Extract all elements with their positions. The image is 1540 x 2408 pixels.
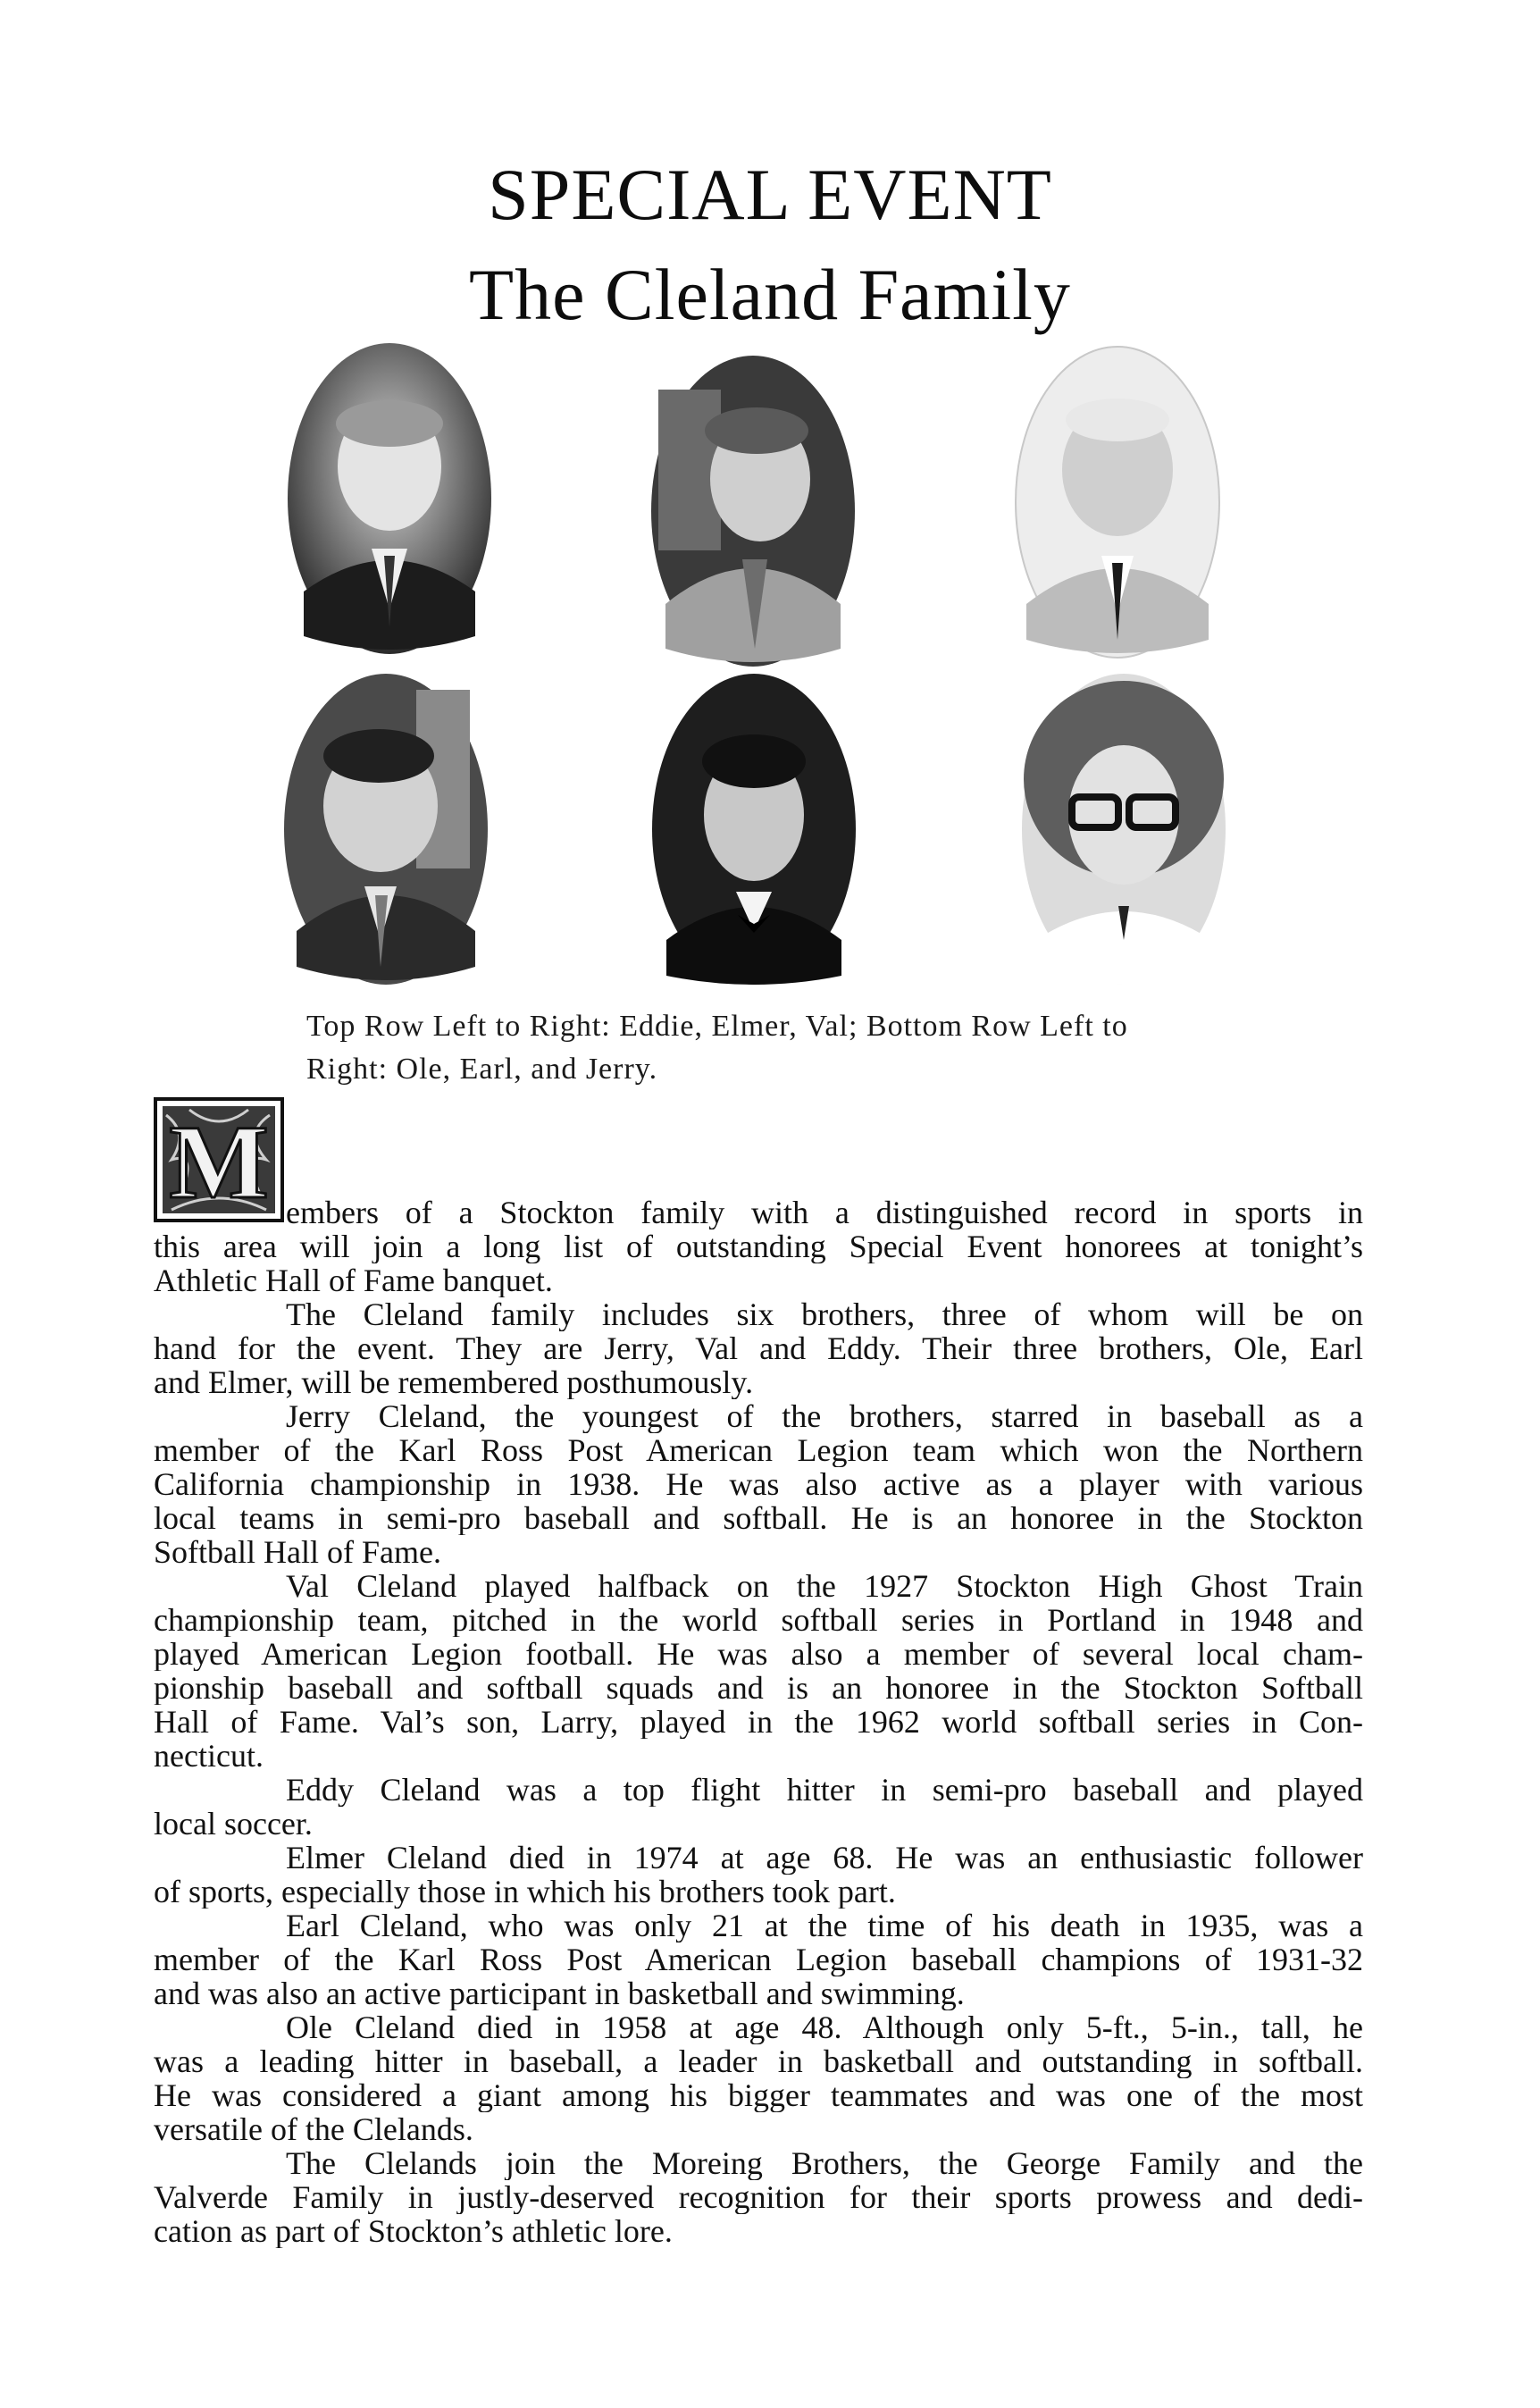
article-line: embers of a Stockton family with a distinguished record in sports in bbox=[286, 1196, 1363, 1229]
article-line: versatile of the Clelands. bbox=[154, 2112, 473, 2146]
portrait-oval-photo-icon bbox=[282, 672, 490, 986]
page-title: SPECIAL EVENT bbox=[488, 154, 1052, 235]
article-line: necticut. bbox=[154, 1739, 264, 1773]
article-line: hand for the event. They are Jerry, Val and Eddy. Their three brothers, Ole, Earl bbox=[154, 1331, 1363, 1365]
portrait-oval-photo-icon bbox=[1014, 345, 1221, 659]
caption-line: Top Row Left to Right: Eddie, Elmer, Val; Bottom Row Left to bbox=[306, 1010, 1128, 1043]
portrait-photo-val bbox=[1014, 345, 1221, 659]
portrait-oval-photo-icon bbox=[286, 341, 493, 656]
article-line: and Elmer, will be remembered posthumously. bbox=[154, 1365, 754, 1399]
article-line: Hall of Fame. Val’s son, Larry, played in the 1962 world softball series in Con- bbox=[154, 1705, 1363, 1739]
article-line: California championship in 1938. He was also active as a player with various bbox=[154, 1467, 1363, 1501]
article-line: played American Legion football. He was also a member of several local cham- bbox=[154, 1637, 1363, 1671]
article-line: pionship baseball and softball squads and is an honoree in the Stockton Softball bbox=[154, 1671, 1363, 1705]
article-line: local soccer. bbox=[154, 1807, 313, 1841]
portrait-photo-jerry bbox=[1020, 672, 1227, 986]
portrait-oval-photo-icon bbox=[649, 354, 857, 668]
article-line: Athletic Hall of Fame banquet. bbox=[154, 1263, 553, 1297]
portrait-photo-earl bbox=[650, 672, 858, 986]
ornamental-initial-m-icon bbox=[154, 1097, 284, 1222]
article-line: was a leading hitter in baseball, a leader in basketball and outstanding in softball. bbox=[154, 2044, 1363, 2078]
portrait-photo-eddie bbox=[286, 341, 493, 656]
article-line: Ole Cleland died in 1958 at age 48. Although only 5-ft., 5-in., tall, he bbox=[286, 2010, 1363, 2044]
article-line: member of the Karl Ross Post American Legion baseball champions of 1931-32 bbox=[154, 1942, 1363, 1976]
article-line: championship team, pitched in the world softball series in Portland in 1948 and bbox=[154, 1603, 1363, 1637]
article-line: Valverde Family in justly-deserved recognition for their sports prowess and dedi- bbox=[154, 2180, 1363, 2214]
article-line: Earl Cleland, who was only 21 at the time of his death in 1935, was a bbox=[286, 1909, 1363, 1942]
article-line: Elmer Cleland died in 1974 at age 68. He was an enthusiastic follower bbox=[286, 1841, 1363, 1875]
dropcap-letter: M bbox=[169, 1103, 269, 1221]
article-line: The Clelands join the Moreing Brothers, the George Family and the bbox=[286, 2146, 1363, 2180]
portrait-photo-ole bbox=[282, 672, 490, 986]
article-line: Val Cleland played halfback on the 1927 Stockton High Ghost Train bbox=[286, 1569, 1363, 1603]
article-line: Softball Hall of Fame. bbox=[154, 1535, 441, 1569]
article-line: cation as part of Stockton’s athletic lore. bbox=[154, 2214, 673, 2248]
portrait-oval-photo-icon bbox=[1020, 672, 1227, 986]
caption-line: Right: Ole, Earl, and Jerry. bbox=[306, 1053, 658, 1086]
article-line: this area will join a long list of outstanding Special Event honorees at tonight’s bbox=[154, 1229, 1363, 1263]
article-line: Jerry Cleland, the youngest of the brothers, starred in baseball as a bbox=[286, 1399, 1363, 1433]
photo-caption bbox=[306, 1005, 1235, 1091]
article-line: He was considered a giant among his bigger teammates and was one of the most bbox=[154, 2078, 1363, 2112]
portrait-oval-photo-icon bbox=[650, 672, 858, 986]
article-line: member of the Karl Ross Post American Legion team which won the Northern bbox=[154, 1433, 1363, 1467]
page-subtitle: The Cleland Family bbox=[469, 254, 1071, 335]
article-line: local teams in semi-pro baseball and softball. He is an honoree in the Stockton bbox=[154, 1501, 1363, 1535]
article-line: of sports, especially those in which his brothers took part. bbox=[154, 1875, 896, 1909]
article-line: The Cleland family includes six brothers, three of whom will be on bbox=[286, 1297, 1363, 1331]
article-line: and was also an active participant in basketball and swimming. bbox=[154, 1976, 965, 2010]
article-line: Eddy Cleland was a top flight hitter in semi-pro baseball and played bbox=[286, 1773, 1363, 1807]
portrait-photo-elmer bbox=[649, 354, 857, 668]
